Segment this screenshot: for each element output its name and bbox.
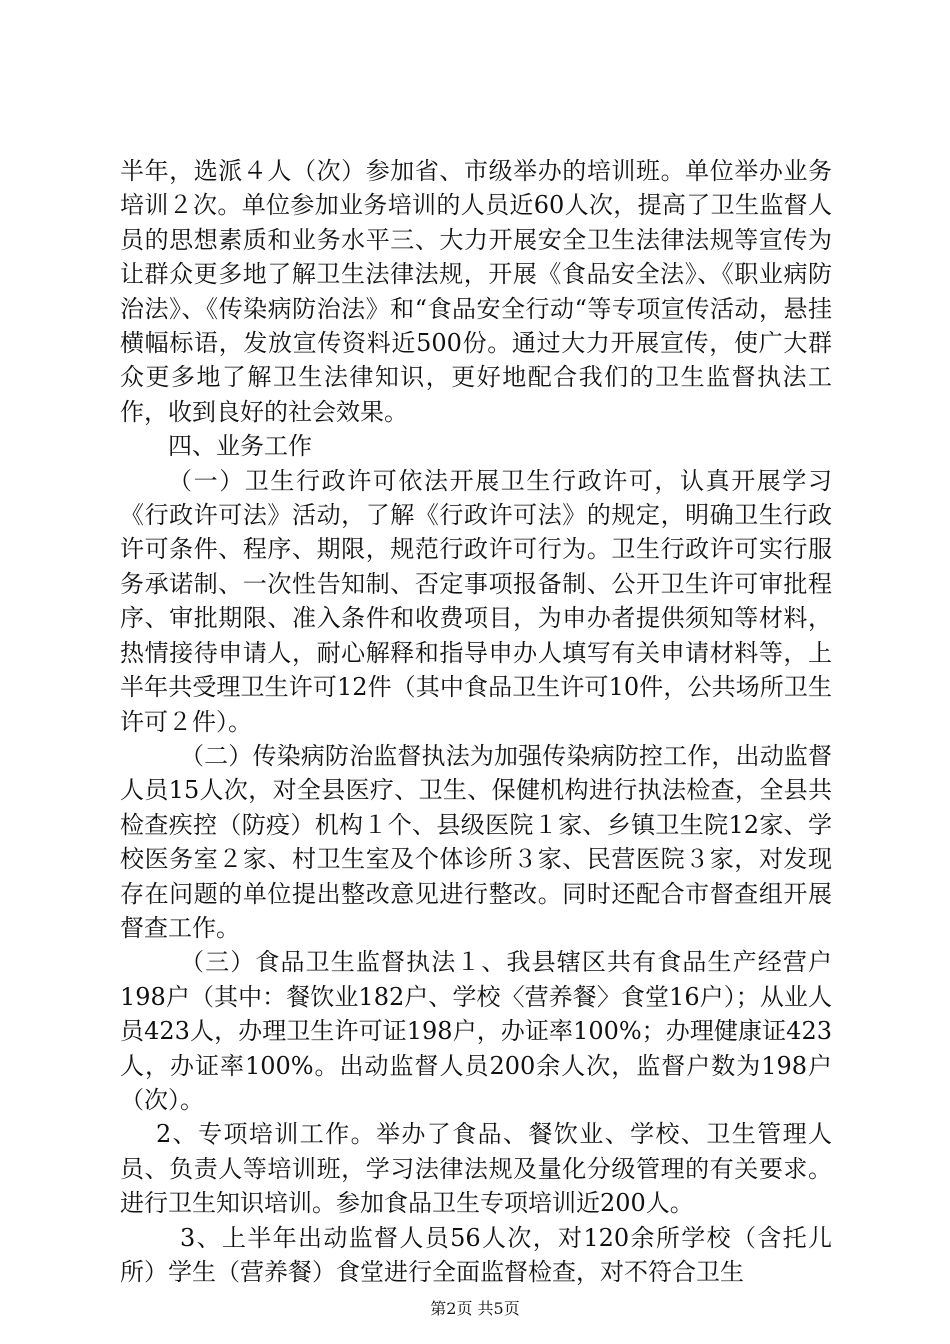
paragraph-food-hygiene-supervision: （三）食品卫生监督执法１、我县辖区共有食品生产经营户198户（其中：餐饮业182户、学校〈营养餐〉食堂16户）；从业人员423人，办理卫生许可证198户，办证率100%；办理健康证423人，办证率100%。出动监督人员200余人次，监督户数为198户（次）。 [120, 948, 832, 1114]
page-number-footer: 第2页 共5页 [430, 1299, 520, 1318]
section-heading-business-work: 四、业务工作 [168, 432, 312, 461]
paragraph-training-and-publicity: 半年，选派４人（次）参加省、市级举办的培训班。单位举办业务培训２次。单位参加业务培训的人员近60人次，提高了卫生监督人员的思想素质和业务水平三、大力开展安全卫生法律法规等宣传为让群众更多地了解卫生法律法规，开展《食品安全法》、《职业病防治法》、《传染病防治法》和“食品安全行动“等专项宣传活动，悬挂横幅标语，发放宣传资料近500份。通过大力开展宣传，使广大群众更多地了解卫生法律知识，更好地配合我们的卫生监督执法工作，收到良好的社会效果。 [120, 157, 832, 426]
paragraph-special-training: 2、专项培训工作。举办了食品、餐饮业、学校、卫生管理人员、负责人等培训班，学习法律法规及量化分级管理的有关要求。进行卫生知识培训。参加食品卫生专项培训近200人。 [120, 1120, 832, 1218]
document-body [120, 154, 832, 1289]
paragraph-infectious-disease-supervision: （二）传染病防治监督执法为加强传染病防控工作，出动监督人员15人次，对全县医疗、卫生、保健机构进行执法检查，全县共检查疾控（防疫）机构１个、县级医院１家、乡镇卫生院12家、学校医务室２家、村卫生室及个体诊所３家、民营医院３家，对发现存在问题的单位提出整改意见进行整改。同时还配合市督查组开展督查工作。 [120, 741, 832, 942]
paragraph-school-canteen-inspection: 3、上半年出动监督人员56人次，对120余所学校（含托儿所）学生（营养餐）食堂进行全面监督检查，对不符合卫生 [120, 1223, 832, 1286]
paragraph-administrative-licensing: （一）卫生行政许可依法开展卫生行政许可，认真开展学习《行政许可法》活动，了解《行政许可法》的规定，明确卫生行政许可条件、程序、期限，规范行政许可行为。卫生行政许可实行服务承诺制、一次性告知制、否定事项报备制、公开卫生许可审批程序、审批期限、准入条件和收费项目，为申办者提供须知等材料，热情接待申请人，耐心解释和指导申办人填写有关申请材料等，上半年共受理卫生许可12件（其中食品卫生许可10件，公共场所卫生许可２件）。 [120, 466, 832, 736]
